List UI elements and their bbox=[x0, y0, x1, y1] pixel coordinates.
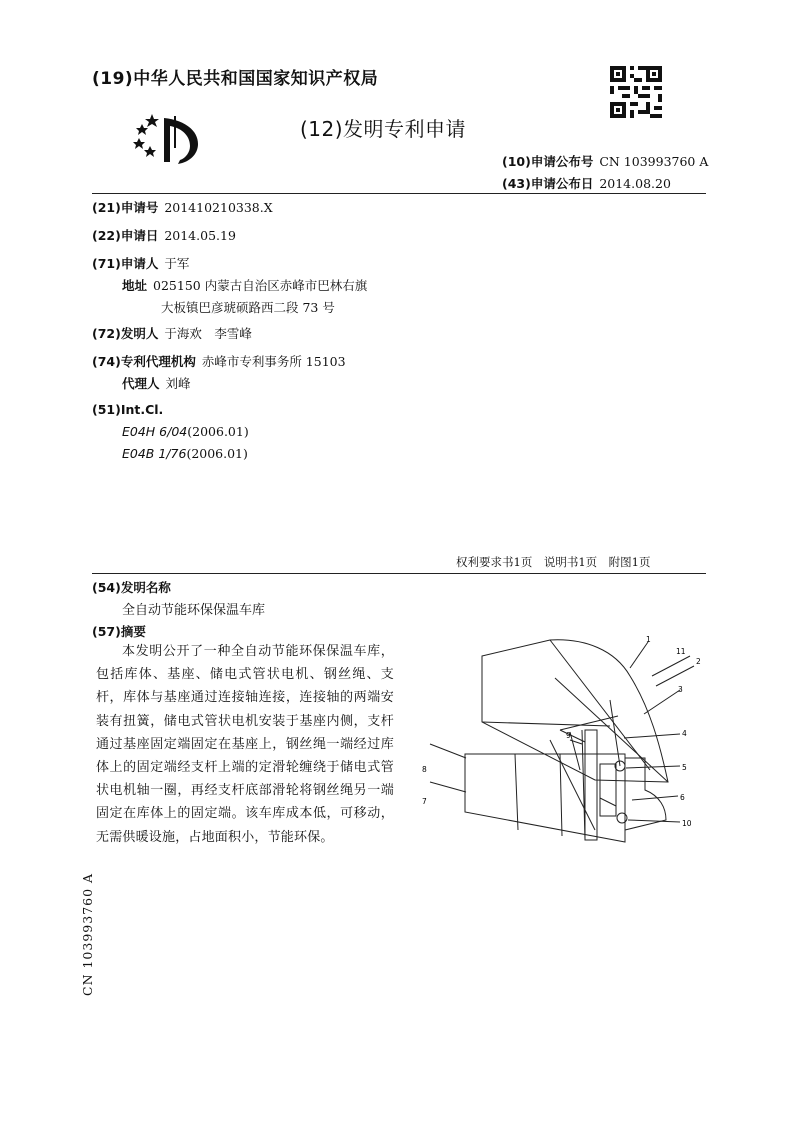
callout-11: 11 bbox=[676, 647, 686, 656]
address-row bbox=[122, 276, 367, 294]
agency-row bbox=[92, 352, 346, 370]
title-label-row bbox=[92, 578, 171, 596]
invention-title: 全自动节能环保保温车库 bbox=[122, 603, 266, 618]
callout-10: 10 bbox=[682, 819, 692, 828]
callout-1: 1 bbox=[646, 635, 651, 644]
star-icon bbox=[144, 146, 156, 157]
classification-1 bbox=[122, 424, 249, 439]
agency-name: 赤峰市专利事务所 15103 bbox=[201, 354, 346, 369]
agent-name: 刘峰 bbox=[165, 376, 191, 391]
header-divider bbox=[92, 193, 706, 194]
star-icon bbox=[136, 124, 148, 135]
publication-date-row bbox=[502, 174, 671, 192]
address-line-1: 025150 内蒙古自治区赤峰市巴林右旗 bbox=[153, 278, 368, 293]
applicant-row bbox=[92, 254, 189, 272]
classification-1-version: (2006.01) bbox=[187, 424, 249, 439]
abstract-label-row bbox=[92, 622, 146, 640]
callout-4: 4 bbox=[682, 729, 687, 738]
title-label: (54)发明名称 bbox=[92, 580, 171, 595]
applicant-label: (71)申请人 bbox=[92, 256, 159, 271]
garage-body-shape bbox=[482, 640, 668, 782]
filing-date-row bbox=[92, 226, 236, 244]
callout-3: 3 bbox=[678, 685, 683, 694]
callout-7: 7 bbox=[422, 797, 427, 806]
application-number-row bbox=[92, 198, 273, 216]
document-type: (12)发明专利申请 bbox=[300, 117, 467, 141]
callout-9: 9 bbox=[566, 731, 571, 740]
inventor-label: (72)发明人 bbox=[92, 326, 159, 341]
publication-number-label: (10)申请公布号 bbox=[502, 154, 594, 169]
page-counts: 权利要求书1页 说明书1页 附图1页 bbox=[456, 555, 651, 569]
intcl-row bbox=[92, 402, 163, 417]
representative-drawing bbox=[410, 630, 710, 850]
publication-date-label: (43)申请公布日 bbox=[502, 176, 594, 191]
emblem-mark-icon bbox=[164, 118, 198, 164]
address-label: 地址 bbox=[122, 278, 148, 293]
classification-2-code: E04B 1/76 bbox=[122, 446, 187, 461]
publication-date: 2014.08.20 bbox=[599, 176, 671, 191]
filing-date-label: (22)申请日 bbox=[92, 228, 159, 243]
agent-row bbox=[122, 374, 191, 392]
inventor-names: 于海欢 李雪峰 bbox=[164, 326, 252, 341]
cnipa-emblem-logo bbox=[130, 108, 210, 168]
support-rod-shape bbox=[585, 730, 597, 840]
publication-number: CN 103993760 A bbox=[599, 154, 709, 169]
classification-2 bbox=[122, 446, 248, 461]
application-number-label: (21)申请号 bbox=[92, 200, 159, 215]
publication-number-row bbox=[502, 152, 708, 170]
office-name: (19)中华人民共和国国家知识产权局 bbox=[92, 69, 379, 89]
callout-8: 8 bbox=[422, 765, 427, 774]
callout-5: 5 bbox=[682, 763, 687, 772]
qr-code bbox=[610, 66, 662, 118]
address-line-2: 大板镇巴彦琥硕路西二段 73 号 bbox=[161, 300, 335, 315]
classification-1-code: E04H 6/04 bbox=[122, 424, 188, 439]
abstract-divider bbox=[92, 573, 706, 574]
filing-date: 2014.05.19 bbox=[164, 228, 236, 243]
callout-2: 2 bbox=[696, 657, 701, 666]
applicant-name: 于军 bbox=[164, 256, 190, 271]
classification-2-version: (2006.01) bbox=[186, 446, 248, 461]
agency-label: (74)专利代理机构 bbox=[92, 354, 196, 369]
abstract-label: (57)摘要 bbox=[92, 624, 146, 639]
side-publication-number: CN 103993760 A bbox=[80, 872, 95, 996]
star-icon bbox=[145, 114, 159, 127]
intcl-label: (51)Int.Cl. bbox=[92, 402, 164, 417]
star-icon bbox=[133, 138, 145, 149]
callout-6: 6 bbox=[680, 793, 685, 802]
abstract-text: 本发明公开了一种全自动节能环保保温车库，包括库体、基座、储电式管状电机、钢丝绳、支杆，库体与基座通过连接轴连接，连接轴的两端安装有扭簧，储电式管状电机安装于基座内侧，支杆通过基座固定端固定在基座上，钢丝绳一端经过库体上的固定端经支杆上端的定滑轮缠绕于储电式管状电机轴一圈，再经支杆底部滑轮将钢丝绳另一端固定在库体上的固定端。该车库成本低，可移动，无需供暖设施，占地面积小，节能环保。 bbox=[96, 644, 394, 845]
application-number: 201410210338.X bbox=[164, 200, 273, 215]
agent-label: 代理人 bbox=[122, 376, 160, 391]
inventor-row bbox=[92, 324, 252, 342]
